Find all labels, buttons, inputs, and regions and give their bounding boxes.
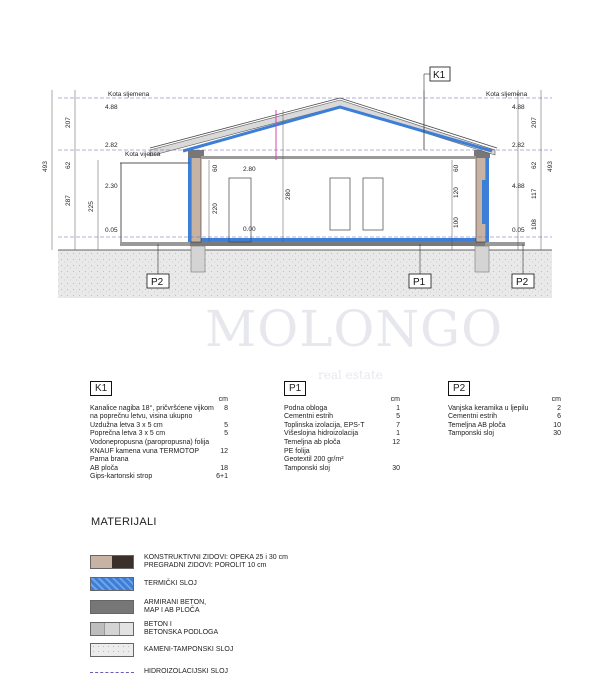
svg-text:P1: P1 bbox=[413, 277, 426, 288]
spec-p1-unit: cm bbox=[390, 396, 400, 403]
spec-p1-row bbox=[284, 448, 400, 457]
spec-p2-tag: P2 bbox=[448, 381, 470, 396]
legend-concrete-ab-line1: ARMIRANI BETON, bbox=[144, 599, 207, 606]
annotation-kota-vijenca: Kota vijenca bbox=[125, 151, 161, 158]
spec-k1 bbox=[90, 396, 228, 482]
window-middle-2 bbox=[363, 178, 383, 230]
spec-row-label: Tamponski sloj bbox=[284, 464, 330, 472]
level-inner-1: 2.80 bbox=[243, 166, 256, 173]
dim-right-outer-207: 207 bbox=[531, 117, 538, 128]
spec-row-label: Temeljna AB ploča bbox=[448, 421, 506, 429]
spec-row-label: Kanalice nagiba 18°, pričvršćene vijkom bbox=[90, 404, 214, 412]
spec-row-label: Cementni estrih bbox=[284, 413, 334, 421]
swatch-thermal bbox=[90, 577, 134, 591]
building-cross-section bbox=[0, 0, 612, 300]
spec-row-label: Gips-kartonski strop bbox=[90, 473, 153, 481]
spec-k1-tag: K1 bbox=[90, 381, 112, 396]
level-left-4: 0.05 bbox=[105, 227, 118, 234]
svg-text:K1: K1 bbox=[433, 70, 446, 81]
legend-brick-line1: KONSTRUKTIVNI ZIDOVI: OPEKA 25 i 30 cm bbox=[144, 554, 288, 561]
spec-k1-row bbox=[90, 465, 228, 474]
spec-k1-row bbox=[90, 430, 228, 439]
spec-p2 bbox=[448, 396, 561, 439]
spec-k1-row bbox=[90, 473, 228, 482]
level-left-1: 4.88 bbox=[105, 104, 118, 111]
spec-row-label: Tamponski sloj bbox=[448, 430, 494, 438]
spec-p2-unit: cm bbox=[551, 396, 561, 403]
spec-row-value: 5 bbox=[224, 430, 228, 438]
spec-p1-row bbox=[284, 439, 400, 448]
spec-row-value: 18 bbox=[220, 464, 228, 472]
level-left-2: 2.82 bbox=[105, 142, 118, 149]
legend-thermal bbox=[90, 577, 197, 591]
spec-row-label: Vanjska keramika u ljepilu bbox=[448, 404, 529, 412]
annotation-kota-sljemena-right: Kota sljemena bbox=[486, 91, 528, 98]
svg-text:P2: P2 bbox=[151, 277, 164, 288]
spec-row-value: 1 bbox=[396, 430, 400, 438]
spec-k1-unit: cm bbox=[218, 396, 228, 403]
legend-brick bbox=[90, 554, 288, 571]
dim-right-mid-62: 62 bbox=[531, 161, 538, 169]
spec-k1-row bbox=[90, 405, 228, 414]
spec-row-label: Toplinska izolacija, EPS-T bbox=[284, 421, 365, 429]
dim-right-inner-60: 60 bbox=[453, 164, 460, 172]
legend-concrete-ab-line2: MAP I AB PLOČA bbox=[144, 607, 200, 615]
spec-p1-tag: P1 bbox=[284, 381, 306, 396]
spec-row-value: 2 bbox=[557, 404, 561, 412]
spec-row-value: 10 bbox=[553, 421, 561, 429]
terrace-slab-right bbox=[485, 242, 525, 246]
legend-concrete-line1: BETON I bbox=[144, 621, 172, 628]
spec-row-label: na poprečnu letvu, visina ukupno bbox=[90, 413, 193, 421]
wall-left bbox=[191, 152, 201, 242]
spec-row-label: Podna obloga bbox=[284, 404, 328, 412]
level-right-1: 4.88 bbox=[512, 104, 525, 111]
legend-gravel bbox=[90, 643, 233, 657]
spec-k1-row bbox=[90, 448, 228, 457]
spec-row-label: Uzdužna letva 3 x 5 cm bbox=[90, 421, 163, 429]
dim-right-inner-100: 100 bbox=[453, 217, 460, 228]
dim-interior-60: 60 bbox=[212, 164, 219, 172]
spec-p1 bbox=[284, 396, 400, 473]
level-right-4: 0.05 bbox=[512, 227, 525, 234]
spec-p1-row bbox=[284, 405, 400, 414]
materials-title: MATERIJALI bbox=[91, 516, 157, 528]
spec-row-value: 6 bbox=[557, 413, 561, 421]
spec-row-label: Poprečna letva 3 x 5 cm bbox=[90, 430, 166, 438]
spec-p2-row bbox=[448, 405, 561, 414]
spec-p2-row bbox=[448, 422, 561, 431]
spec-p2-row bbox=[448, 413, 561, 422]
spec-p1-row bbox=[284, 422, 400, 431]
spec-row-value: 12 bbox=[220, 447, 228, 455]
swatch-hydro bbox=[90, 665, 134, 679]
spec-p1-row bbox=[284, 456, 400, 465]
dim-right-mid-117: 117 bbox=[531, 188, 538, 199]
spec-row-value: 6+1 bbox=[216, 473, 228, 481]
spec-row-value: 8 bbox=[224, 404, 228, 412]
legend-concrete-line2: BETONSKA PODLOGA bbox=[144, 629, 219, 637]
watermark-subtitle: real estate bbox=[318, 368, 383, 382]
wall-left-insulation bbox=[188, 152, 191, 242]
spec-p1-row bbox=[284, 413, 400, 422]
spec-row-label: AB ploča bbox=[90, 464, 119, 472]
window-right bbox=[482, 180, 488, 224]
legend-concrete bbox=[90, 621, 218, 638]
spec-row-label: Geotextil 200 gr/m² bbox=[284, 456, 344, 464]
spec-p2-row bbox=[448, 430, 561, 439]
legend-gravel-line1: KAMENI-TAMPONSKI SLOJ bbox=[144, 645, 234, 653]
floor-insulation bbox=[190, 238, 485, 241]
swatch-concrete bbox=[90, 622, 134, 636]
window-middle-1 bbox=[330, 178, 350, 230]
terrace-slab-left bbox=[120, 242, 190, 246]
spec-row-value: 30 bbox=[553, 430, 561, 438]
spec-row-value: 30 bbox=[392, 464, 400, 472]
spec-row-label: Temeljna ab ploča bbox=[284, 438, 341, 446]
spec-row-label: Cementni estrih bbox=[448, 413, 498, 421]
legend-hydro bbox=[90, 665, 228, 679]
swatch-gravel bbox=[90, 643, 134, 657]
dim-interior-280: 280 bbox=[285, 189, 292, 200]
ceiling-slab bbox=[201, 156, 476, 159]
spec-row-value: 5 bbox=[396, 413, 400, 421]
spec-k1-row bbox=[90, 439, 228, 448]
foundation-left bbox=[191, 246, 205, 272]
dim-right-inner-108: 108 bbox=[531, 219, 538, 230]
spec-k1-row bbox=[90, 413, 228, 422]
spec-row-value: 5 bbox=[224, 421, 228, 429]
dim-interior-220: 220 bbox=[212, 203, 219, 214]
level-left-3: 2.30 bbox=[105, 183, 118, 190]
watermark-logo: MOLONGO bbox=[205, 300, 504, 358]
dim-left-inner-225: 225 bbox=[88, 201, 95, 212]
spec-row-label: Višeslojna hidroizolacija bbox=[284, 430, 359, 438]
spec-row-value: 7 bbox=[396, 421, 400, 429]
dim-left-outer-207: 207 bbox=[65, 117, 72, 128]
dim-right-outer-493: 493 bbox=[547, 161, 554, 172]
dim-left-mid-62: 62 bbox=[65, 161, 72, 169]
spec-row-label: KNAUF kamena vuna TERMOTOP bbox=[90, 447, 200, 455]
spec-p1-row bbox=[284, 430, 400, 439]
roof-structure bbox=[150, 100, 495, 156]
spec-row-value: 12 bbox=[392, 438, 400, 446]
legend-hydro-line1: HIDROIZOLACIJSKI SLOJ bbox=[144, 667, 229, 675]
dim-left-mid-287: 287 bbox=[65, 195, 72, 206]
legend-concrete-ab bbox=[90, 599, 206, 616]
legend-brick-line2: PREGRADNI ZIDOVI: POROLIT 10 cm bbox=[144, 562, 267, 570]
level-right-3: 4.88 bbox=[512, 183, 525, 190]
foundation-right bbox=[475, 246, 489, 272]
swatch-brick bbox=[90, 555, 134, 569]
annotation-kota-sljemena-left: Kota sljemena bbox=[108, 91, 150, 98]
spec-p1-row bbox=[284, 465, 400, 474]
spec-row-label: Vodonepropusna (paropropusna) folija bbox=[90, 438, 210, 446]
dim-left-outer-493: 493 bbox=[42, 161, 49, 172]
spec-row-label: PE folija bbox=[284, 447, 310, 455]
level-right-2: 2.82 bbox=[512, 142, 525, 149]
svg-text:P2: P2 bbox=[516, 277, 529, 288]
level-inner-2: 0.00 bbox=[243, 226, 256, 233]
spec-k1-row bbox=[90, 422, 228, 431]
spec-row-label: Parna brana bbox=[90, 456, 129, 464]
swatch-concrete-ab bbox=[90, 600, 134, 614]
spec-k1-row bbox=[90, 456, 228, 465]
legend-thermal-line1: TERMIČKI SLOJ bbox=[144, 579, 197, 587]
spec-row-value: 1 bbox=[396, 404, 400, 412]
dim-right-inner-120: 120 bbox=[453, 187, 460, 198]
